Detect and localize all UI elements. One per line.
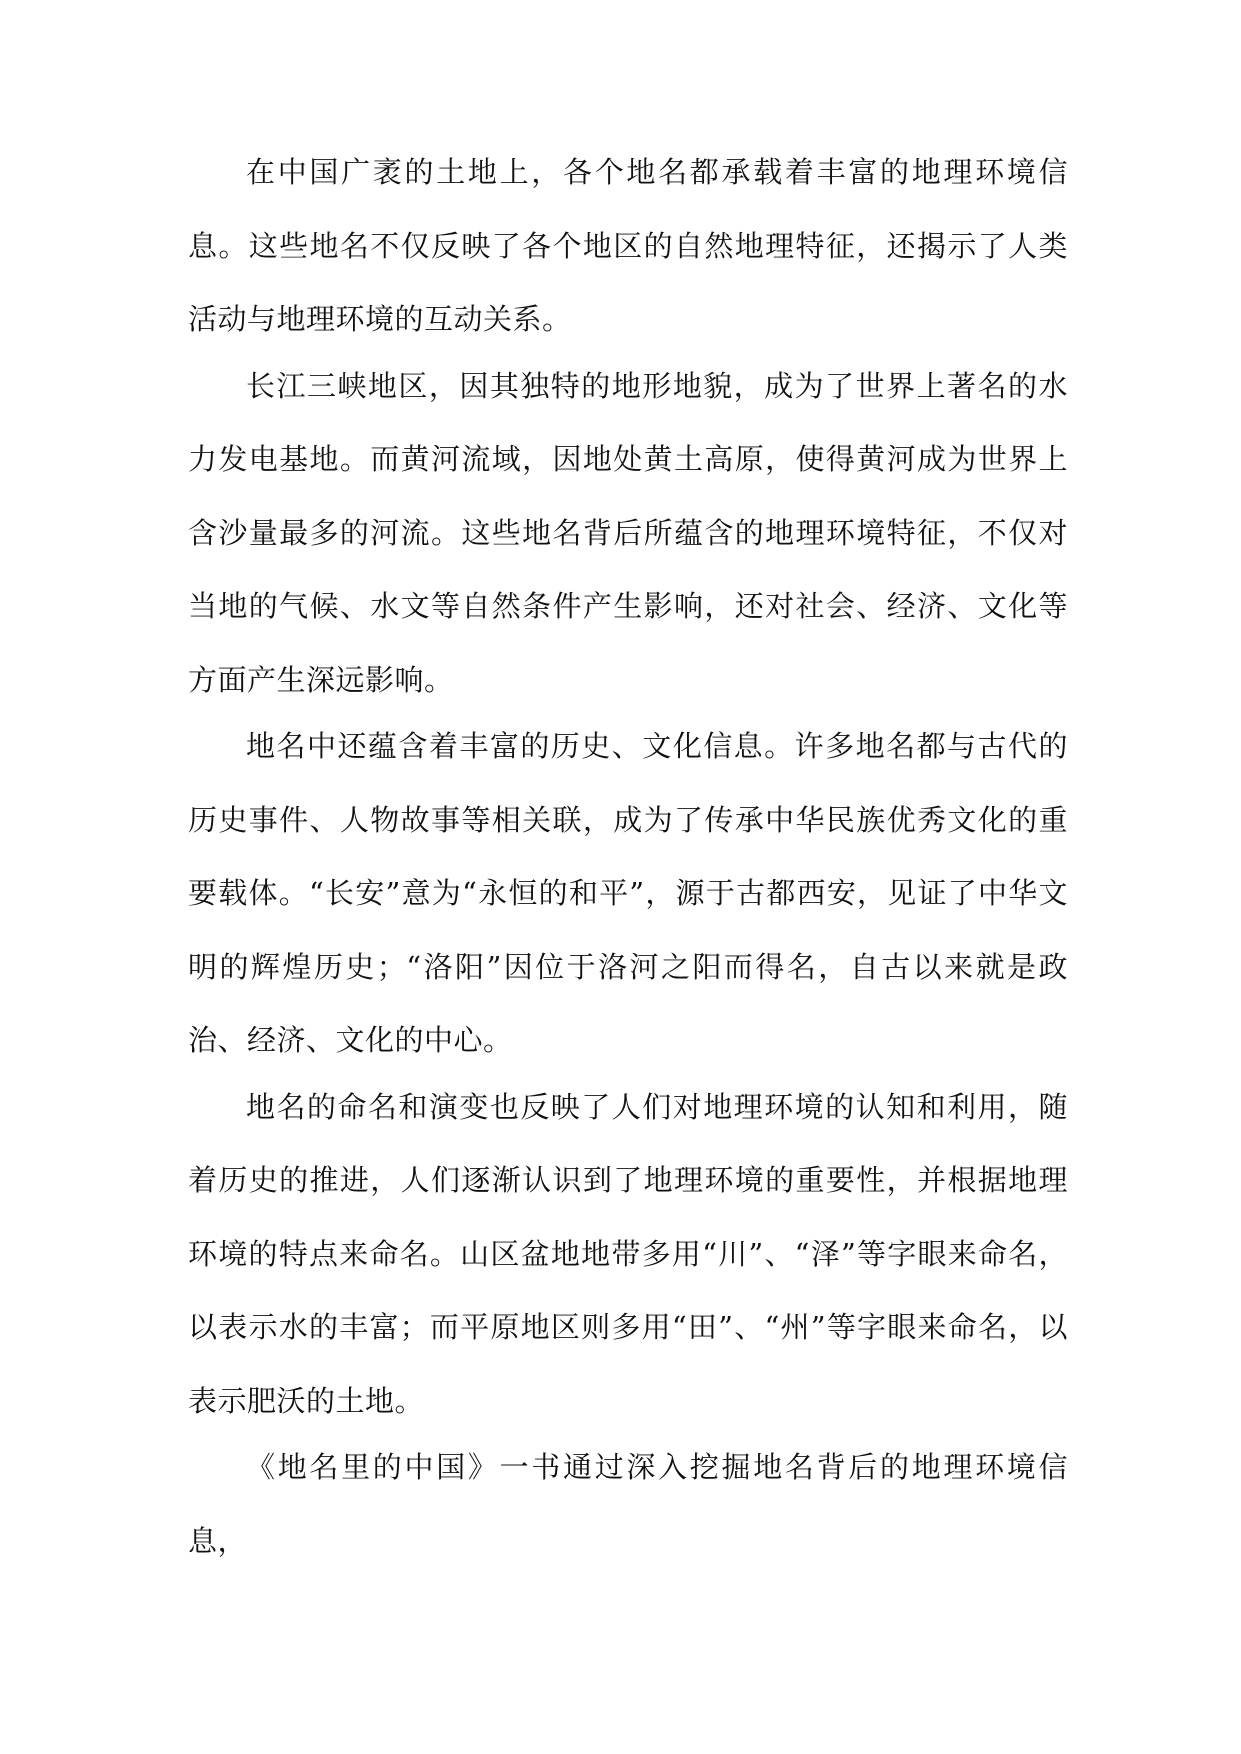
paragraph-4: 地名的命名和演变也反映了人们对地理环境的认知和利用，随着历史的推进，人们逐渐认识到了地理环境的重要性，并根据地理环境的特点来命名。山区盆地地带多用“川”、“泽”等字眼来命名，以表示水的丰富；而平原地区则多用“田”、“州”等字眼来命名，以表示肥沃的土地。 <box>188 1089 1068 1418</box>
paragraph-5: 《地名里的中国》一书通过深入挖掘地名背后的地理环境信息， <box>188 1450 1068 1558</box>
paragraph-3: 地名中还蕴含着丰富的历史、文化信息。许多地名都与古代的历史事件、人物故事等相关联，成为了传承中华民族优秀文化的重要载体。“长安”意为“永恒的和平”，源于古都西安，见证了中华文明的辉煌历史；“洛阳”因位于洛河之阳而得名，自古以来就是政治、经济、文化的中心。 <box>188 729 1068 1057</box>
document-body <box>188 136 1068 1571</box>
paragraph-2: 长江三峡地区，因其独特的地形地貌，成为了世界上著名的水力发电基地。而黄河流域，因地处黄土高原，使得黄河成为世界上含沙量最多的河流。这些地名背后所蕴含的地理环境特征，不仅对当地的气候、水文等自然条件产生影响，还对社会、经济、文化等方面产生深远影响。 <box>188 368 1068 697</box>
paragraph-1: 在中国广袤的土地上，各个地名都承载着丰富的地理环境信息。这些地名不仅反映了各个地区的自然地理特征，还揭示了人类活动与地理环境的互动关系。 <box>188 155 1068 336</box>
